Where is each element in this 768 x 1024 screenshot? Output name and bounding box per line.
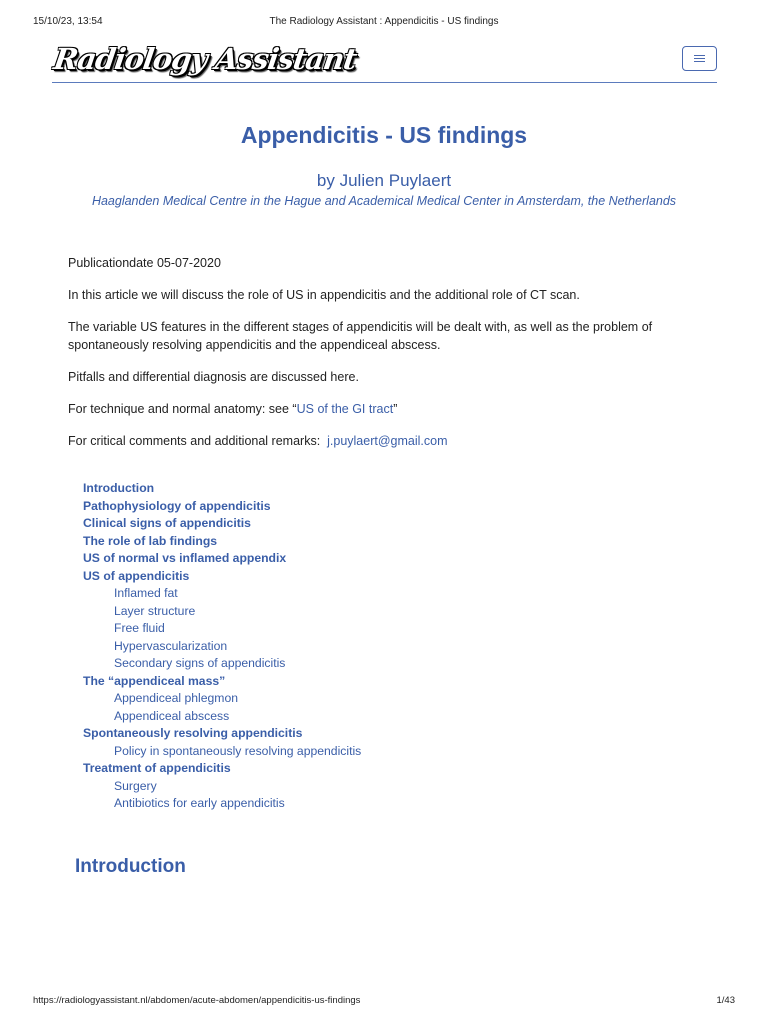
- print-footer: [0, 995, 768, 1009]
- article-title: Appendicitis - US findings: [240, 122, 528, 148]
- article-byline: by Julien Puylaert: [316, 171, 452, 190]
- hamburger-menu-icon: [694, 53, 705, 64]
- toc-item[interactable]: Free fluid: [114, 621, 165, 635]
- toc-item[interactable]: Treatment of appendicitis: [83, 761, 231, 775]
- print-header: [0, 16, 768, 30]
- print-datetime: 15/10/23, 13:54: [33, 16, 103, 27]
- author-email-link[interactable]: j.puylaert@gmail.com: [327, 434, 448, 448]
- toc-item[interactable]: US of appendicitis: [83, 568, 190, 583]
- toc-item[interactable]: Secondary signs of appendicitis: [114, 656, 286, 670]
- toc-item[interactable]: The role of lab findings: [83, 533, 218, 548]
- intro-paragraph: In this article we will discuss the role of US in appendicitis and the additional role of CT scan.: [68, 288, 580, 302]
- print-page-title: The Radiology Assistant : Appendicitis - US findings: [269, 16, 499, 27]
- toc-item[interactable]: Appendiceal phlegmon: [114, 691, 238, 705]
- toc-item[interactable]: Hypervascularization: [114, 638, 228, 653]
- table-of-contents: [83, 480, 361, 813]
- toc-item[interactable]: Layer structure: [114, 603, 196, 618]
- toc-item[interactable]: Clinical signs of appendicitis: [83, 516, 251, 530]
- toc-item[interactable]: Inflamed fat: [114, 586, 178, 600]
- toc-item[interactable]: Antibiotics for early appendicitis: [114, 796, 285, 810]
- toc-item[interactable]: Policy in spontaneously resolving appendicitis: [114, 743, 362, 758]
- article-affiliation: Haaglanden Medical Centre in the Hague and Academical Medical Center in Amsterdam, the Netherlands: [91, 194, 677, 208]
- site-logo[interactable]: Radiology Assistant: [51, 42, 359, 76]
- toc-item[interactable]: Spontaneously resolving appendicitis: [83, 726, 303, 740]
- toc-item[interactable]: US of normal vs inflamed appendix: [83, 551, 287, 565]
- pitfalls-paragraph: Pitfalls and differential diagnosis are discussed here.: [68, 370, 359, 384]
- stages-paragraph: The variable US features in the different stages of appendicitis will be dealt with, as well as the problem of spontaneously resolving appendicitis and the appendiceal abscess.: [68, 320, 653, 352]
- technique-suffix: ”: [393, 402, 398, 416]
- toc-item[interactable]: Pathophysiology of appendicitis: [83, 498, 271, 513]
- comments-paragraph: [68, 432, 698, 450]
- site-header: [52, 42, 717, 83]
- print-url: https://radiologyassistant.nl/abdomen/acute-abdomen/appendicitis-us-findings: [33, 995, 361, 1006]
- technique-prefix: For technique and normal anatomy: see “: [68, 402, 297, 416]
- section-heading-introduction: Introduction: [75, 856, 186, 877]
- print-page-number: 1/43: [716, 995, 735, 1006]
- technique-paragraph: [68, 400, 698, 418]
- toc-item[interactable]: The “appendiceal mass”: [83, 673, 226, 688]
- gi-tract-link[interactable]: US of the GI tract: [296, 402, 394, 416]
- toc-item[interactable]: Introduction: [83, 481, 155, 495]
- publication-date: Publicationdate 05-07-2020: [68, 256, 221, 270]
- toc-item[interactable]: Appendiceal abscess: [114, 708, 230, 723]
- toc-item[interactable]: Surgery: [114, 778, 157, 793]
- menu-button[interactable]: [682, 46, 717, 71]
- comments-prefix: For critical comments and additional remarks:: [68, 434, 328, 448]
